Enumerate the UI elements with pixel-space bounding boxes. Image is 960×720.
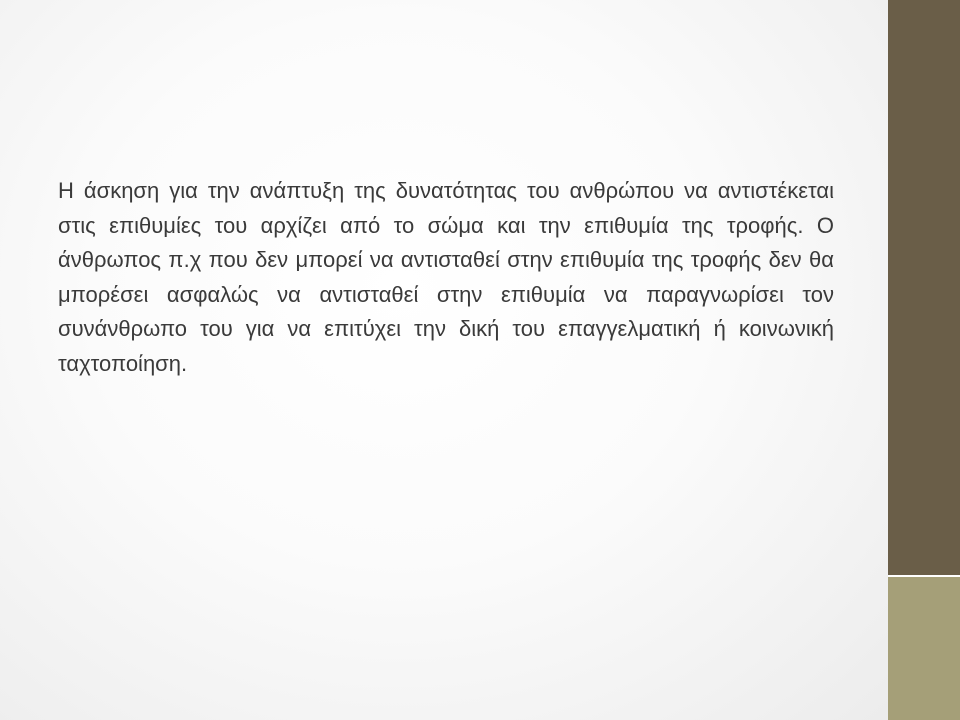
decorative-sidebar-dark xyxy=(888,0,960,577)
slide-body-text: Η άσκηση για την ανάπτυξη της δυνατότητας του ανθρώπου να αντιστέκεται στις επιθυμίες του αρχίζει από το σώμα και την επιθυμία της τροφής. Ο άνθρωπος π.χ που δεν μπορεί να αντισταθεί στην επιθυμία της τροφής δεν θα μπορέσει ασφαλώς να αντισταθεί στην επιθυμία να παραγνωρίσει τον συνάνθρωπο του για να επιτύχει την δική του επαγγελματική ή κοινωνική ταχτοποίηση. xyxy=(58,178,834,376)
decorative-sidebar-light xyxy=(888,577,960,720)
